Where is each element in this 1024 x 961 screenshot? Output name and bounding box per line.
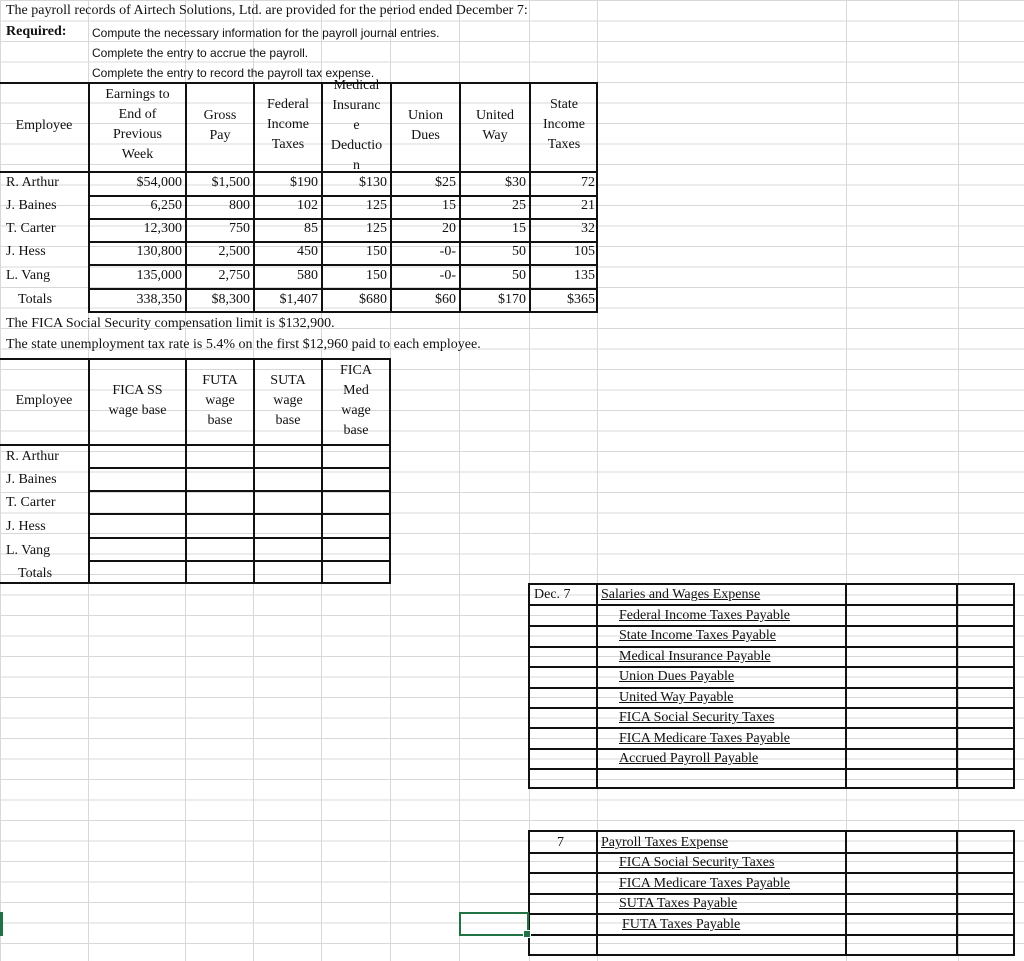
state-cell[interactable]: 72 bbox=[581, 175, 595, 190]
intro-text: The payroll records of Airtech Solutions, Ltd. are provided for the period ended December 7: bbox=[6, 3, 528, 18]
col-state-tax: State Income Taxes bbox=[543, 97, 585, 152]
fica-med-input[interactable] bbox=[323, 446, 389, 467]
wb-employee-name: J. Hess bbox=[6, 519, 46, 534]
earnings-total[interactable]: 338,350 bbox=[136, 292, 182, 307]
suta-rate-note: The state unemployment tax rate is 5.4% on the first $12,960 paid to each employee. bbox=[6, 337, 481, 352]
credit-account[interactable]: FICA Social Security Taxes bbox=[619, 855, 775, 870]
entry-date: 7 bbox=[557, 835, 564, 850]
employee-name: R. Arthur bbox=[6, 175, 59, 190]
gross-total[interactable]: $8,300 bbox=[211, 292, 250, 307]
credit-account[interactable]: Union Dues Payable bbox=[619, 669, 735, 684]
task-2: Complete the entry to accrue the payroll. bbox=[92, 46, 309, 60]
federal-cell[interactable]: 580 bbox=[297, 268, 318, 283]
state-cell[interactable]: 21 bbox=[581, 198, 595, 213]
state-cell[interactable]: 32 bbox=[581, 221, 595, 236]
federal-cell[interactable]: 102 bbox=[297, 198, 318, 213]
credit-account[interactable]: United Way Payable bbox=[619, 690, 734, 705]
medical-cell[interactable]: 125 bbox=[366, 221, 387, 236]
medical-cell[interactable]: $130 bbox=[359, 175, 387, 190]
col-federal-tax: Federal Income Taxes bbox=[267, 97, 309, 152]
state-cell[interactable]: 105 bbox=[574, 244, 595, 259]
wb-employee-name: R. Arthur bbox=[6, 449, 59, 464]
fica-ss-input[interactable] bbox=[90, 446, 185, 467]
col-earnings: Earnings to End of Previous Week bbox=[105, 87, 170, 162]
union-cell[interactable]: 15 bbox=[442, 198, 456, 213]
credit-account[interactable]: Medical Insurance Payable bbox=[619, 649, 771, 664]
federal-total[interactable]: $1,407 bbox=[279, 292, 318, 307]
task-1: Compute the necessary information for the payroll journal entries. bbox=[92, 26, 440, 40]
gross-cell[interactable]: 2,500 bbox=[218, 244, 250, 259]
medical-total[interactable]: $680 bbox=[359, 292, 387, 307]
union-cell[interactable]: $25 bbox=[435, 175, 456, 190]
credit-account[interactable]: SUTA Taxes Payable bbox=[619, 896, 738, 911]
totals-label: Totals bbox=[18, 292, 53, 307]
medical-cell[interactable]: 150 bbox=[366, 244, 387, 259]
credit-account[interactable]: State Income Taxes Payable bbox=[619, 628, 776, 643]
required-label: Required: bbox=[6, 24, 67, 39]
employee-name: L. Vang bbox=[6, 268, 51, 283]
credit-account[interactable]: FUTA Taxes Payable bbox=[622, 917, 741, 932]
federal-cell[interactable]: 450 bbox=[297, 244, 318, 259]
employee-name: T. Carter bbox=[6, 221, 56, 236]
medical-cell[interactable]: 125 bbox=[366, 198, 387, 213]
united-cell[interactable]: 50 bbox=[512, 268, 526, 283]
wb-col-futa: FUTA wage base bbox=[202, 373, 238, 428]
federal-cell[interactable]: $190 bbox=[290, 175, 318, 190]
union-cell[interactable]: 20 bbox=[442, 221, 456, 236]
col-employee: Employee bbox=[15, 118, 73, 133]
wb-col-fica-med: FICA Med wage base bbox=[340, 363, 372, 438]
united-cell[interactable]: $30 bbox=[505, 175, 526, 190]
futa-input[interactable] bbox=[187, 446, 253, 467]
earnings-cell[interactable]: 130,800 bbox=[136, 244, 182, 259]
wb-employee-name: J. Baines bbox=[6, 472, 57, 487]
fica-limit-note: The FICA Social Security compensation limit is $132,900. bbox=[6, 316, 335, 331]
employee-name: J. Hess bbox=[6, 244, 46, 259]
credit-account[interactable]: FICA Social Security Taxes bbox=[619, 710, 775, 725]
union-cell[interactable]: -0- bbox=[439, 268, 456, 283]
earnings-cell[interactable]: 6,250 bbox=[150, 198, 182, 213]
employee-name: J. Baines bbox=[6, 198, 57, 213]
united-cell[interactable]: 25 bbox=[512, 198, 526, 213]
suta-input[interactable] bbox=[255, 446, 321, 467]
col-union-dues: Union Dues bbox=[408, 108, 443, 143]
col-medical: Medical Insuranc e Deductio n bbox=[330, 78, 383, 169]
wb-employee-name: T. Carter bbox=[6, 495, 56, 510]
state-total[interactable]: $365 bbox=[567, 292, 595, 307]
medical-cell[interactable]: 150 bbox=[366, 268, 387, 283]
federal-cell[interactable]: 85 bbox=[304, 221, 318, 236]
credit-account[interactable]: Accrued Payroll Payable bbox=[619, 751, 759, 766]
col-united-way: United Way bbox=[475, 108, 515, 143]
active-cell-selection[interactable] bbox=[459, 912, 529, 936]
credit-account[interactable]: FICA Medicare Taxes Payable bbox=[619, 731, 790, 746]
wb-totals-label: Totals bbox=[18, 566, 53, 581]
credit-account[interactable]: Federal Income Taxes Payable bbox=[619, 608, 790, 623]
union-cell[interactable]: -0- bbox=[439, 244, 456, 259]
united-cell[interactable]: 15 bbox=[512, 221, 526, 236]
entry-date: Dec. 7 bbox=[534, 587, 571, 602]
gross-cell[interactable]: 2,750 bbox=[218, 268, 250, 283]
debit-account[interactable]: Payroll Taxes Expense bbox=[601, 835, 729, 850]
task-3: Complete the entry to record the payroll tax expense. bbox=[92, 66, 375, 80]
united-total[interactable]: $170 bbox=[498, 292, 526, 307]
gross-cell[interactable]: 800 bbox=[229, 198, 250, 213]
wb-col-suta: SUTA wage base bbox=[270, 373, 306, 428]
credit-account[interactable]: FICA Medicare Taxes Payable bbox=[619, 876, 790, 891]
gross-cell[interactable]: 750 bbox=[229, 221, 250, 236]
wb-employee-name: L. Vang bbox=[6, 543, 51, 558]
wb-col-fica-ss: FICA SS wage base bbox=[108, 383, 167, 418]
col-gross-pay: Gross Pay bbox=[203, 108, 237, 143]
earnings-cell[interactable]: $54,000 bbox=[136, 175, 182, 190]
union-total[interactable]: $60 bbox=[435, 292, 456, 307]
debit-account[interactable]: Salaries and Wages Expense bbox=[601, 587, 761, 602]
wb-col-employee: Employee bbox=[15, 393, 73, 408]
gross-cell[interactable]: $1,500 bbox=[211, 175, 250, 190]
united-cell[interactable]: 50 bbox=[512, 244, 526, 259]
row-header-marker bbox=[0, 912, 3, 936]
state-cell[interactable]: 135 bbox=[574, 268, 595, 283]
fill-handle[interactable] bbox=[523, 930, 531, 938]
earnings-cell[interactable]: 135,000 bbox=[136, 268, 182, 283]
earnings-cell[interactable]: 12,300 bbox=[143, 221, 182, 236]
